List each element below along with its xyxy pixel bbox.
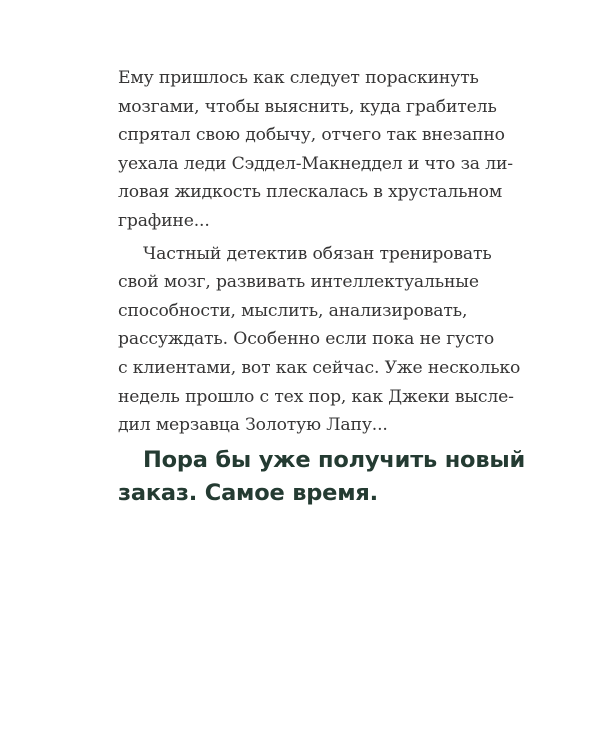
text-line: графине... <box>118 210 210 231</box>
paragraph-1 <box>118 64 518 236</box>
text-line: свой мозг, развивать интеллектуальные <box>118 272 479 293</box>
text-line: мозгами, чтобы выяснить, куда грабитель <box>118 96 497 117</box>
text-line: способности, мыслить, анализировать, <box>118 300 468 321</box>
text-line: с клиентами, вот как сейчас. Уже несколько <box>118 357 521 378</box>
text-line: уехала леди Сэддел-Макнеддел и что за ли- <box>118 153 513 174</box>
page-text <box>118 64 526 510</box>
highlight-line: заказ. Самое время. <box>118 479 378 506</box>
highlight-line: Пора бы уже получить новый <box>143 446 526 473</box>
text-line: рассуждать. Особенно если пока не густо <box>118 329 495 350</box>
text-line: спрятал свою добычу, отчего так внезапно <box>118 125 505 146</box>
text-line: недель прошло с тех пор, как Джеки высле- <box>118 386 514 407</box>
text-line: ловая жидкость плескалась в хрустальном <box>118 182 503 203</box>
highlight-paragraph <box>118 444 526 510</box>
text-line: Частный детектив обязан тренировать <box>143 243 492 264</box>
text-line: дил мерзавца Золотую Лапу... <box>118 415 388 436</box>
paragraph-2 <box>118 240 521 440</box>
text-line: Ему пришлось как следует пораскинуть <box>118 68 479 88</box>
